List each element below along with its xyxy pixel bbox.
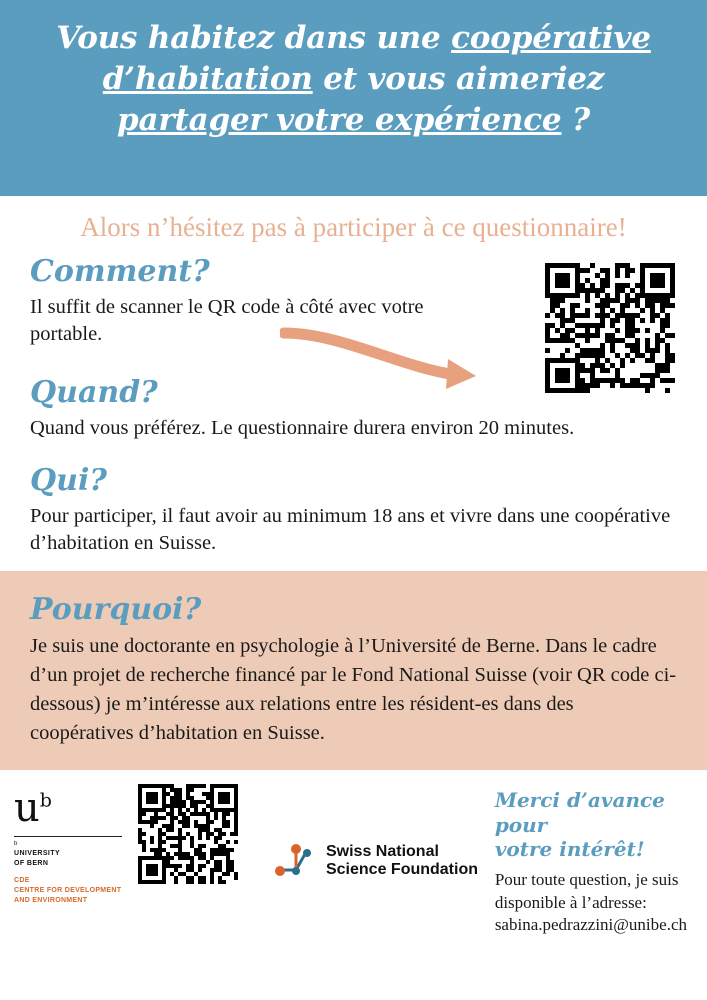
section-heading: Comment? xyxy=(30,253,210,289)
contact-title-line2: votre intérêt! xyxy=(494,837,645,861)
title-part-2: et vous aimeriez xyxy=(312,60,605,97)
qr-code-icon xyxy=(138,784,238,884)
section-qui xyxy=(30,464,677,557)
page-title xyxy=(16,18,691,141)
cde-line2: CENTRE FOR DEVELOPMENT xyxy=(14,886,122,894)
subtitle: Alors n’hésitez pas à participer à ce questionnaire! xyxy=(80,212,627,242)
qr-code-icon xyxy=(545,263,675,393)
contact-title-line1: Merci d’avance pour xyxy=(494,788,665,837)
footer xyxy=(0,770,707,935)
contact-line2: disponible à l’adresse: xyxy=(494,892,647,912)
ub-superscript: b xyxy=(39,789,52,812)
title-underline-2: d’habitation xyxy=(102,60,313,97)
section-pourquoi xyxy=(0,571,707,770)
contact-email[interactable]: sabina.pedrazzini@unibe.ch xyxy=(494,915,688,935)
title-underline-3: partager votre expérience xyxy=(116,101,562,138)
title-underline-1: coopérative xyxy=(451,20,651,56)
section-body: Quand vous préférez. Le questionnaire durera environ 20 minutes. xyxy=(30,416,575,439)
header-banner xyxy=(0,0,707,196)
qr-code-main[interactable] xyxy=(545,263,675,393)
contact-body xyxy=(495,869,687,936)
unibe-logo xyxy=(14,780,128,906)
snf-line1: Swiss National xyxy=(325,843,439,861)
section-body: Pour participer, il faut avoir au minimum 18 ans et vivre dans une coopérative d’habitation en Suisse. xyxy=(30,504,671,554)
ub-university-line1: UNIVERSITY xyxy=(14,850,61,858)
contact-line1: Pour toute question, je suis xyxy=(494,870,679,890)
title-part-3: ? xyxy=(561,101,591,138)
section-body: Je suis une doctorante en psychologie à l’Université de Berne. Dans le cadre d’un projet de recherche financé par le Fond National Suisse (voir QR code ci-dessous) je m’intéresse aux relations entre les résident-es dans des coopératives d’habitation en Suisse. xyxy=(30,634,677,745)
snf-line2: Science Foundation xyxy=(325,861,478,879)
main-content xyxy=(0,255,707,557)
section-body: Il suffit de scanner le QR code à côté avec votre portable. xyxy=(30,295,424,345)
ub-wordmark xyxy=(14,785,128,832)
snf-mark-icon xyxy=(272,840,318,882)
section-heading: Pourquoi? xyxy=(30,591,202,627)
cde-line3: AND ENVIRONMENT xyxy=(14,896,88,904)
cde-line1: CDE xyxy=(14,876,30,884)
snf-logo xyxy=(272,780,485,882)
ub-tiny-mark: b xyxy=(14,841,18,848)
ub-letter: u xyxy=(14,785,40,832)
title-part-1: Vous habitez dans une xyxy=(56,20,452,56)
section-heading: Quand? xyxy=(30,374,158,410)
section-heading: Qui? xyxy=(30,462,107,498)
qr-code-footer[interactable] xyxy=(138,780,262,884)
contact-title xyxy=(495,788,687,861)
contact-block xyxy=(495,780,687,936)
ub-university-line2: OF BERN xyxy=(14,860,49,868)
divider xyxy=(14,836,122,837)
